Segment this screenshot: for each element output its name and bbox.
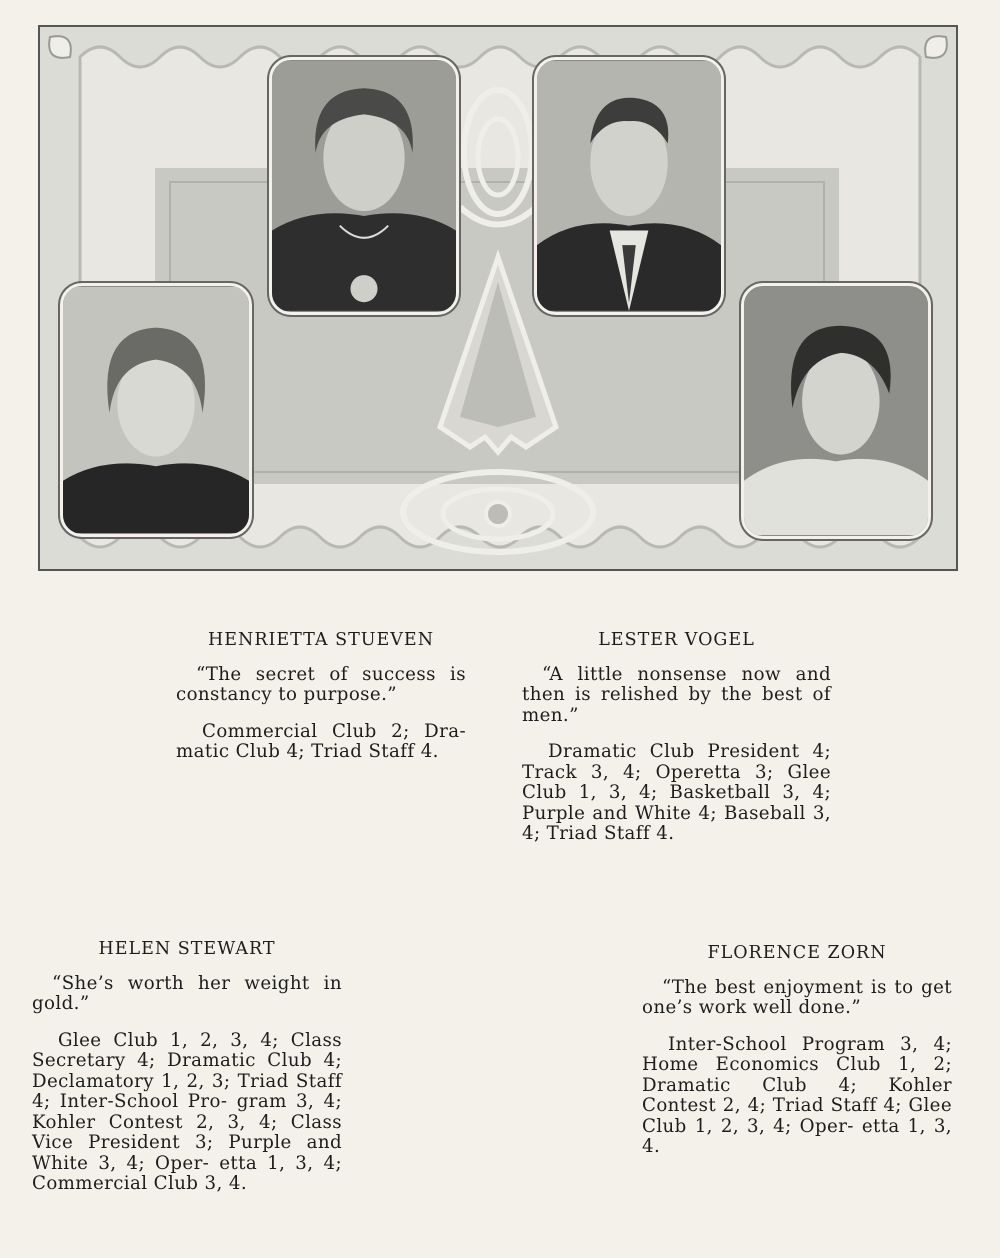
student-quote: “A little nonsense now and then is relished by the best of men.”	[522, 663, 831, 726]
portrait-woman-icon	[744, 286, 928, 536]
student-activities: Dramatic Club President 4; Track 3, 4; Operetta 3; Glee Club 1, 3, 4; Basketball 3, 4; Purple and White 4; Baseball 3, 4; Triad Staff 4.	[522, 741, 831, 844]
student-entry-lester-vogel	[522, 630, 831, 845]
photo-henrietta-stueven	[269, 57, 459, 315]
student-quote: “The secret of success is constancy to purpose.”	[176, 663, 466, 705]
student-entry-henrietta-stueven	[176, 630, 466, 763]
student-entry-florence-zorn	[642, 943, 952, 1158]
student-quote: “She’s worth her weight in gold.”	[32, 972, 342, 1014]
student-activities: Glee Club 1, 2, 3, 4; Class Secretary 4; Dramatic Club 4; Declamatory 1, 2, 3; Triad Staff 4; Inter-School Pro- gram 3, 4; Kohler Contest 2, 3, 4; Class Vice President 3; Purple and White 3, 4; Oper- etta 1, 3, 4; Commercial Club 3, 4.	[32, 1029, 342, 1194]
portrait-banner	[38, 25, 958, 571]
student-entry-helen-stewart	[32, 939, 342, 1195]
student-quote: “The best enjoyment is to get one’s work well done.”	[642, 976, 952, 1018]
student-name: LESTER VOGEL	[598, 630, 755, 650]
photo-lester-vogel	[534, 57, 724, 315]
photo-helen-stewart	[60, 283, 252, 537]
portrait-woman-icon	[63, 286, 249, 534]
student-name: HELEN STEWART	[98, 939, 276, 959]
portrait-woman-icon	[272, 60, 456, 312]
student-name: HENRIETTA STUEVEN	[207, 630, 435, 650]
student-activities: Commercial Club 2; Dra- matic Club 4; Triad Staff 4.	[176, 720, 466, 762]
photo-florence-zorn	[741, 283, 931, 539]
portrait-man-icon	[537, 60, 721, 312]
student-name: FLORENCE ZORN	[707, 943, 887, 963]
student-activities: Inter-School Program 3, 4; Home Economics Club 1, 2; Dramatic Club 4; Kohler Contest 2, 4; Triad Staff 4; Glee Club 1, 2, 3, 4; Oper- etta 1, 3, 4.	[642, 1033, 952, 1157]
